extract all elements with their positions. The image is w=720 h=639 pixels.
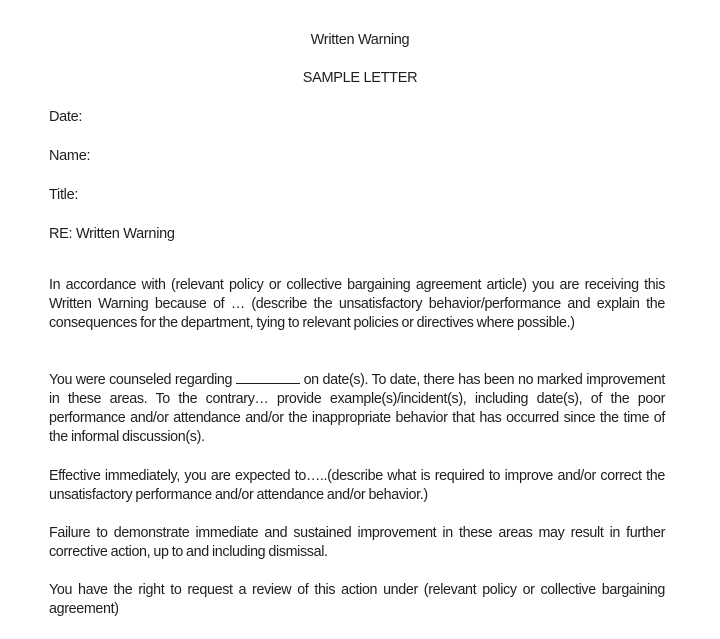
document-subtitle: SAMPLE LETTER: [302, 70, 418, 86]
paragraph-text-start: You were counseled regarding: [49, 372, 236, 389]
paragraph-policy-reason: In accordance with (relevant policy or collective bargaining agreement article) you are receiving this Written Warning because of … (describe the unsatisfactory behavior/performance and explain the consequences for the department, tying to relevant policies or directives where possible.): [49, 277, 665, 331]
name-field-label: Name:: [49, 148, 91, 164]
paragraph-counseling-history: [49, 371, 665, 446]
date-field-label: Date:: [49, 109, 83, 125]
paragraph-expectations: Effective immediately, you are expected to…..(describe what is required to improve and/or correct the unsatisfactory performance and/or attendance and/or behavior.): [49, 468, 665, 504]
fill-in-blank-line: [236, 371, 300, 384]
title-field-label: Title:: [49, 187, 79, 203]
subject-line: RE: Written Warning: [49, 226, 175, 242]
paragraph-review-rights: You have the right to request a review of this action under (relevant policy or collective bargaining agreement): [49, 582, 665, 618]
document-title: Written Warning: [310, 32, 410, 48]
paragraph-consequences: Failure to demonstrate immediate and sustained improvement in these areas may result in further corrective action, up to and including dismissal.: [49, 525, 665, 561]
paragraph-text-end: on date(s). To date, there has been no marked improvement in these areas. To the contrary… provide example(s)/incident(s), including date(s), of the poor performance and/or attendance and/or the inappropriate behavior that has occurred since the time of the informal discussion(s).: [49, 372, 665, 445]
